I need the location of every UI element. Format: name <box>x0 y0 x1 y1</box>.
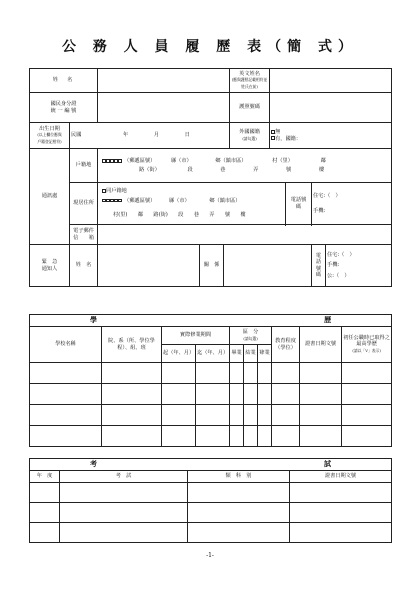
exam-heading: 考 <box>30 459 188 471</box>
department-label: 院、系（所、學位學程）、組、班 <box>102 327 162 363</box>
exam-table <box>29 458 392 543</box>
email-field[interactable] <box>98 225 392 245</box>
relation-label: 關 係 <box>200 245 224 287</box>
current-address-field[interactable]: 同戶籍地 （郵遞區號） 縣（市） 鄉（鎮市區） 村(里) 鄰 路(街) 段 巷 弄 號 樓 <box>98 183 286 225</box>
exam-heading-2: 試 <box>188 459 392 471</box>
birth-date-field[interactable]: 民國 年 月 日 <box>70 123 230 149</box>
foreign-nationality-label: 外國國籍 (請勾選) <box>230 123 270 149</box>
table-row[interactable] <box>30 523 392 543</box>
graduated-label: 畢業 <box>230 345 244 363</box>
completed-label: 結業 <box>244 345 258 363</box>
personal-info-table <box>29 68 392 287</box>
passport-field[interactable] <box>270 93 392 123</box>
email-label: 電子郵件 信 箱 <box>70 225 98 245</box>
english-name-label: 英文姓名 (應與護照記載相符並姓氏在前) <box>230 69 270 93</box>
table-row[interactable] <box>30 384 392 405</box>
table-row[interactable] <box>30 426 392 447</box>
emergency-phone-field[interactable]: 住宅:（ ） 手機: 公:（ ） <box>326 245 392 287</box>
exam-cert-label: 證書日期文號 <box>290 471 392 483</box>
contact-label: 通訊處 <box>30 149 70 245</box>
degree-label: 教育程度（學位） <box>272 327 300 363</box>
phone-field[interactable]: 住宅:（ ） 手機: <box>312 183 392 225</box>
category-label: 區 分 (請勾選) <box>230 327 272 345</box>
relation-field[interactable] <box>224 245 312 287</box>
name-field[interactable] <box>98 69 230 93</box>
id-number-field[interactable] <box>98 93 230 123</box>
edu-cert-label: 證書日期文號 <box>300 327 342 363</box>
table-row[interactable] <box>30 503 392 523</box>
household-label: 戶籍地 <box>70 149 98 183</box>
name-label: 姓 名 <box>30 69 98 93</box>
birth-date-label: 出生日期 (以上欄位應與 戶籍登記相符) <box>30 123 70 149</box>
education-table <box>29 314 392 447</box>
education-heading-2: 歷 <box>244 315 392 327</box>
page-number: -1- <box>206 552 214 559</box>
emergency-phone-label: 電話號碼 <box>312 245 326 287</box>
emergency-name-label: 姓 名 <box>70 245 98 287</box>
education-heading: 學 <box>30 315 244 327</box>
foreign-nationality-field: 無 有，國籍： <box>270 123 392 149</box>
emergency-name-field[interactable] <box>98 245 200 287</box>
table-row[interactable] <box>30 405 392 426</box>
current-residence-label: 現居住所 <box>70 183 98 225</box>
passport-label: 護照號碼 <box>230 93 270 123</box>
table-row[interactable] <box>30 483 392 503</box>
exam-category-label: 類 科 別 <box>188 471 290 483</box>
exam-year-label: 年 度 <box>30 471 60 483</box>
study-period-label: 實際修業期間 <box>162 327 230 345</box>
page-title: 公 務 人 員 履 歷 表（簡 式） <box>61 39 359 55</box>
phone-label: 電話號碼 <box>286 183 312 225</box>
id-number-label: 國民身分證 統 一 編 號 <box>30 93 98 123</box>
highest-education-label: 初任公職時已取得之最高學歷 (請以「V」表示) <box>342 327 392 363</box>
dropped-label: 肄業 <box>258 345 272 363</box>
exam-name-label: 考 試 <box>60 471 188 483</box>
table-row[interactable] <box>30 363 392 384</box>
from-date-label: 起（年、月） <box>162 345 196 363</box>
to-date-label: 迄（年、月） <box>196 345 230 363</box>
emergency-contact-label: 緊 急 通知人 <box>30 245 70 287</box>
school-name-label: 學校名稱 <box>30 327 102 363</box>
household-address-field[interactable]: （郵遞區號） 縣（市） 鄉（鎮市區） 村（里） 鄰 路（街） 段 巷 弄 號 樓 <box>98 149 392 183</box>
english-name-field[interactable] <box>270 69 392 93</box>
